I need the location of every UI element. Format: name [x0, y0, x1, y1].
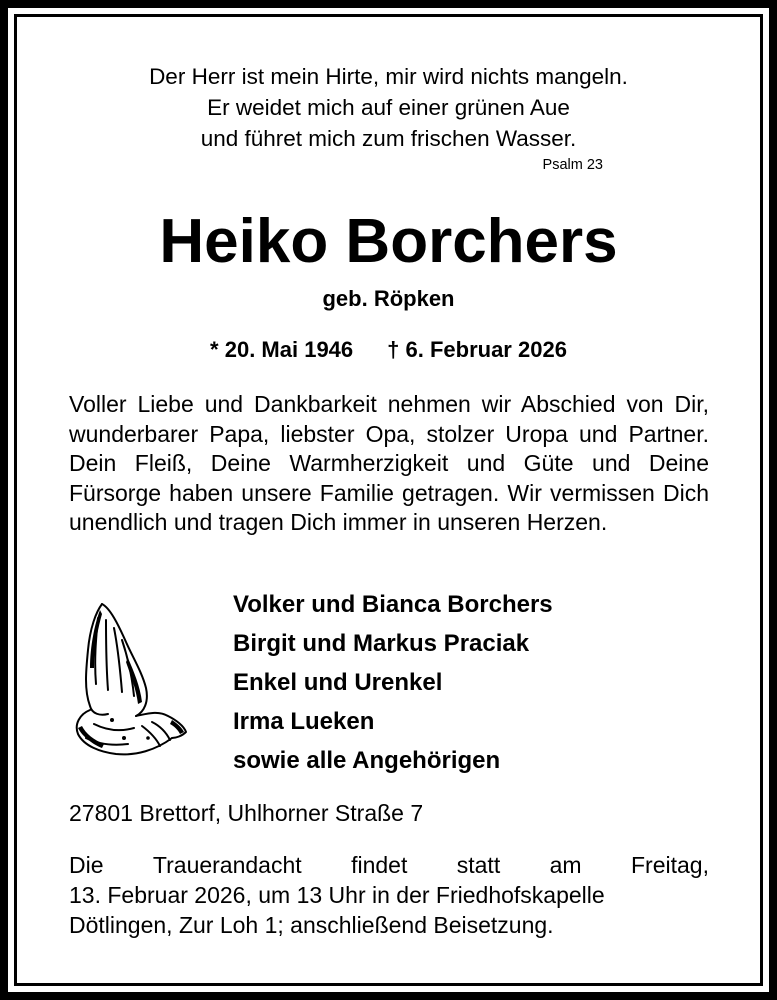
- funeral-service-info: [69, 850, 709, 940]
- verse-source: Psalm 23: [542, 157, 603, 173]
- mourner-item: Irma Lueken: [233, 708, 375, 735]
- verse-line-3: und führet mich zum frischen Wasser.: [200, 126, 577, 151]
- praying-hands-icon: [72, 598, 192, 758]
- service-line-1: [69, 850, 709, 880]
- verse-line-2: Er weidet mich auf einer grünen Aue: [207, 95, 570, 120]
- service-line-3: Dötlingen, Zur Loh 1; anschließend Beisetzung.: [69, 912, 554, 938]
- birth-date: * 20. Mai 1946: [210, 337, 354, 362]
- bible-verse: [0, 61, 777, 154]
- verse-line-1: Der Herr ist mein Hirte, mir wird nichts mangeln.: [149, 64, 628, 89]
- mourner-item: Enkel und Urenkel: [233, 669, 443, 696]
- service-word: Trauerandacht: [152, 852, 302, 878]
- farewell-message: Voller Liebe und Dankbarkeit nehmen wir Abschied von Dir, wunderbarer Papa, liebster Opa, stolzer Uropa und Partner. Dein Fleiß, Deine Warmherzigkeit und Güte und Deine Fürsorge haben unsere Familie getragen. Wir vermissen Dich unendlich und tragen Dich immer in unseren Herzen.: [69, 391, 709, 536]
- service-word: Die: [69, 852, 104, 878]
- mourners-list: [233, 585, 553, 780]
- family-address: 27801 Brettorf, Uhlhorner Straße 7: [69, 800, 424, 826]
- mourner-item: Birgit und Markus Praciak: [233, 630, 530, 657]
- service-word: Freitag,: [630, 852, 709, 878]
- service-word: am: [549, 852, 582, 878]
- service-line-2: 13. Februar 2026, um 13 Uhr in der Friedhofskapelle: [69, 882, 605, 908]
- service-word: findet: [351, 852, 408, 878]
- deceased-name: Heiko Borchers: [159, 207, 618, 276]
- mourner-item: Volker und Bianca Borchers: [233, 591, 553, 618]
- life-dates: [0, 337, 777, 363]
- death-date: † 6. Februar 2026: [387, 337, 567, 362]
- service-word: statt: [456, 852, 501, 878]
- mourner-item: sowie alle Angehörigen: [233, 747, 501, 774]
- birth-name: geb. Röpken: [322, 286, 455, 311]
